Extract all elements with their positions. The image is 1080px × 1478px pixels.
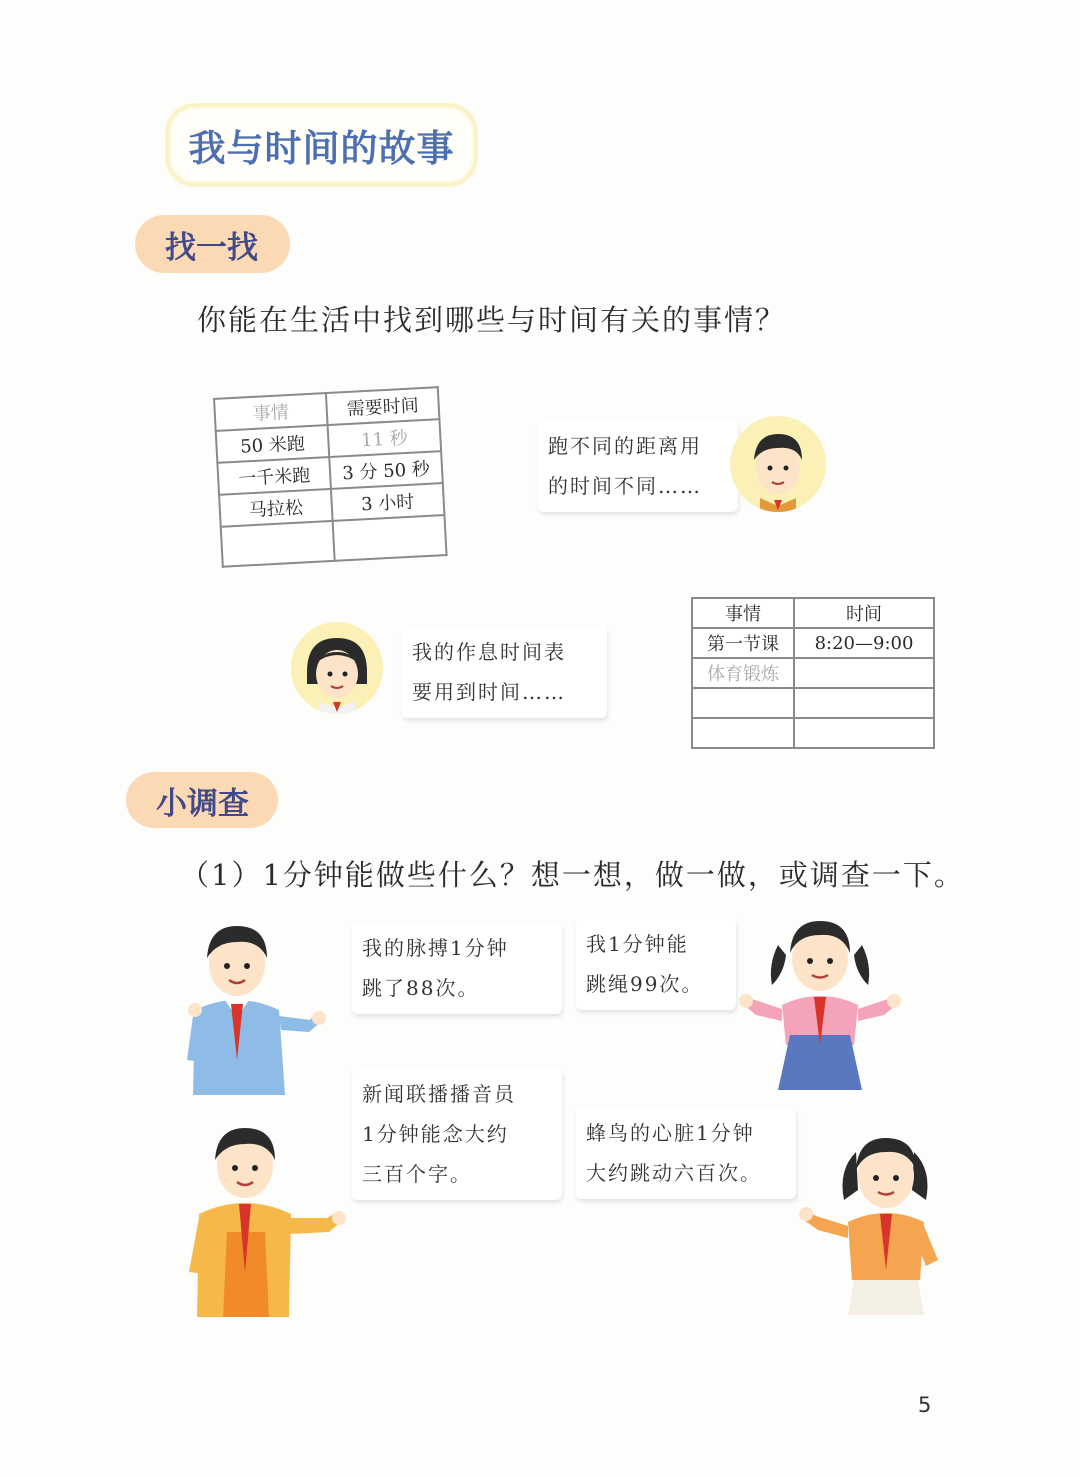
schedule-table	[691, 597, 935, 749]
table-cell: 3 分 50 秒	[329, 451, 443, 489]
table-cell: 第一节课	[692, 628, 794, 658]
lesson-title: 我与时间的故事	[188, 127, 455, 170]
speech-bubble-news-anchor	[352, 1068, 562, 1200]
table-cell: 体育锻炼	[692, 658, 794, 688]
bubble-line: 跑不同的距离用	[548, 434, 702, 458]
section-label-find-text: 找一找	[165, 229, 258, 266]
bubble-line: 1分钟能念大约	[362, 1122, 509, 1146]
table-cell: 马拉松	[219, 489, 333, 527]
bubble-line: 大约跳动六百次。	[586, 1161, 762, 1185]
boy-yellow-sweater-illustration	[185, 1122, 350, 1317]
table-cell	[794, 718, 934, 748]
table-cell	[333, 515, 447, 561]
bubble-line: 跳绳99次。	[586, 972, 704, 996]
table-cell	[221, 521, 335, 567]
question-one: （1）1分钟能做些什么？想一想，做一做，或调查一下。	[180, 858, 965, 892]
lesson-title-box	[165, 103, 478, 187]
table-cell	[794, 688, 934, 718]
boy-avatar	[730, 416, 826, 512]
speech-bubble-hummingbird	[576, 1107, 796, 1199]
page-number: 5	[918, 1393, 932, 1417]
table-header: 时间	[794, 598, 934, 628]
bubble-line: 我的作息时间表	[412, 640, 566, 664]
speech-bubble-schedule	[402, 626, 607, 718]
table-cell	[692, 718, 794, 748]
bubble-line: 我1分钟能	[586, 932, 689, 956]
girl-pink-top-illustration	[738, 915, 903, 1090]
schedule-grid	[691, 597, 935, 749]
table-cell	[692, 688, 794, 718]
table-cell	[794, 658, 934, 688]
bubble-line: 的时间不同……	[548, 474, 702, 498]
table-cell: 50 米跑	[216, 425, 330, 463]
boy-blue-sweater-illustration	[185, 920, 330, 1095]
section-label-survey	[126, 772, 278, 828]
section-label-survey-text: 小调查	[156, 785, 249, 822]
girl-orange-top-illustration	[798, 1130, 948, 1315]
table-cell: 11 秒	[328, 419, 442, 457]
table-cell: 一千米跑	[217, 457, 331, 495]
bubble-line: 跳了88次。	[362, 976, 480, 1000]
section-label-find	[135, 215, 290, 273]
bubble-line: 要用到时间……	[412, 680, 566, 704]
table-header: 需要时间	[326, 387, 440, 425]
table-cell: 3 小时	[331, 483, 445, 521]
race-time-grid	[213, 386, 448, 568]
girl-avatar	[291, 622, 383, 714]
bubble-line: 三百个字。	[362, 1162, 472, 1186]
table-header: 事情	[692, 598, 794, 628]
speech-bubble-jump-rope	[576, 918, 736, 1010]
table-cell: 8:20—9:00	[794, 628, 934, 658]
bubble-line: 我的脉搏1分钟	[362, 936, 509, 960]
race-time-table	[213, 386, 448, 568]
bubble-line: 新闻联播播音员	[362, 1082, 516, 1106]
speech-bubble-pulse	[352, 922, 562, 1014]
bubble-line: 蜂鸟的心脏1分钟	[586, 1121, 755, 1145]
speech-bubble-run	[538, 420, 738, 512]
question-main: 你能在生活中找到哪些与时间有关的事情？	[197, 303, 787, 337]
table-header: 事情	[214, 393, 328, 431]
